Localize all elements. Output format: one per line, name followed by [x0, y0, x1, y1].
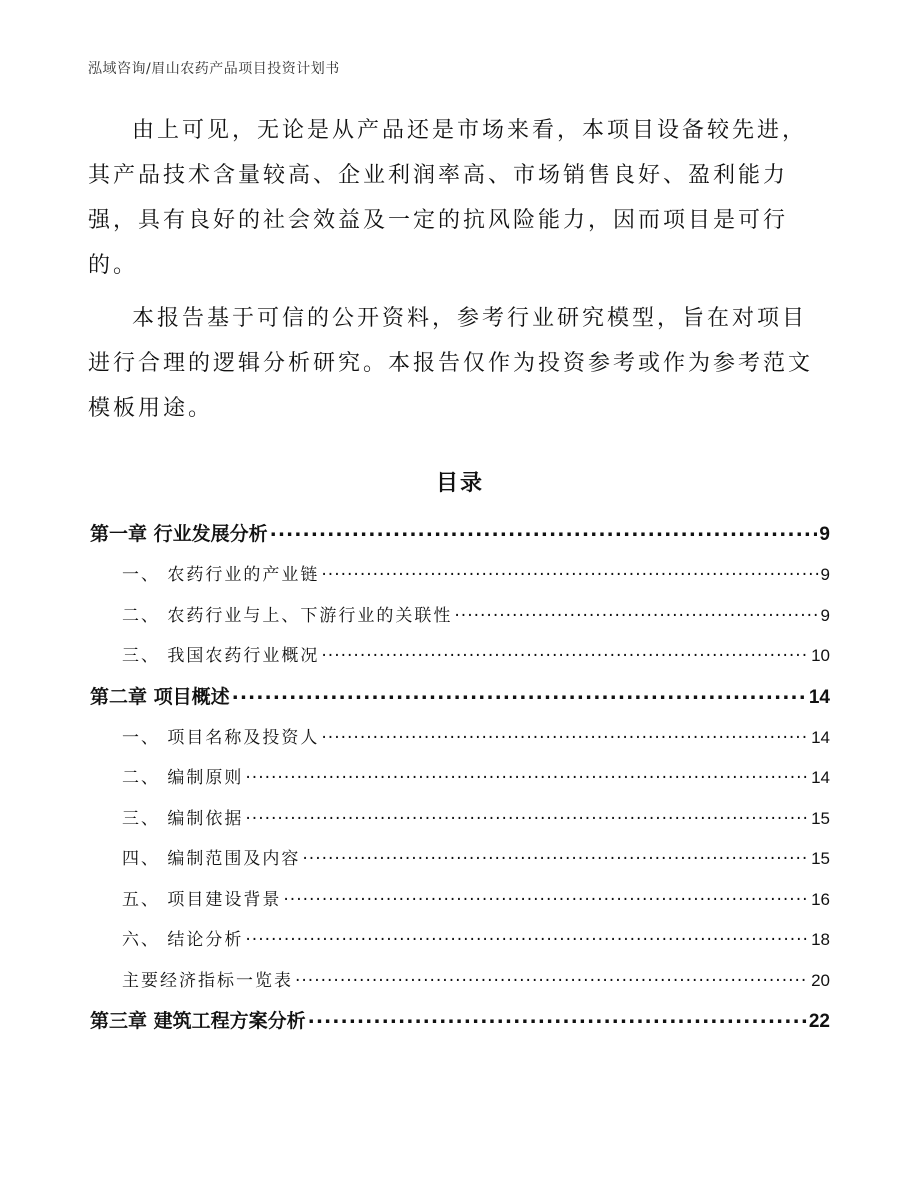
- toc-entry[interactable]: [90, 602, 830, 626]
- toc-page-number: 14: [811, 768, 830, 787]
- toc-leader-dots: [245, 925, 809, 945]
- toc-entry[interactable]: [90, 845, 830, 869]
- toc-page-number: 22: [808, 1011, 830, 1032]
- toc-page-number: 10: [811, 646, 830, 665]
- toc-leader-dots: [321, 723, 809, 743]
- toc-leader-dots: [295, 966, 809, 986]
- toc-leader-dots: [302, 844, 809, 864]
- toc-entry[interactable]: [90, 886, 830, 910]
- toc-page-number: 9: [819, 524, 830, 545]
- toc-entry[interactable]: [90, 764, 830, 788]
- toc-chapter-label: 第一章 行业发展分析: [90, 523, 268, 545]
- toc-chapter-label: 第二章 项目概述: [90, 685, 230, 708]
- paragraph-disclaimer: 本报告基于可信的公开资料，参考行业研究模型，旨在对项目进行合理的逻辑分析研究。本报告仅作为投资参考或作为参考范文模板用途。: [88, 306, 814, 421]
- toc-entry-label: 一、 农药行业的产业链: [122, 565, 320, 585]
- toc-chapter-label: 第三章 建筑工程方案分析: [90, 1010, 306, 1032]
- toc-page-number: 9: [820, 605, 830, 625]
- toc-page-number: 9: [820, 565, 830, 584]
- toc-entry-label: 主要经济指标一览表: [122, 970, 293, 991]
- toc-page-number: 18: [811, 930, 830, 949]
- toc-leader-dots: [245, 763, 809, 783]
- toc-title: 目录: [435, 471, 484, 496]
- toc-entry-label: 六、 结论分析: [122, 930, 244, 950]
- toc-chapter-2[interactable]: [90, 683, 830, 709]
- toc-entry[interactable]: [90, 642, 830, 666]
- toc-page-number: 14: [811, 727, 830, 747]
- toc-leader-dots: [321, 641, 809, 661]
- toc-page-number: 20: [811, 970, 830, 990]
- toc-entry[interactable]: [90, 561, 830, 585]
- toc-entry-label: 二、 农药行业与上、下游行业的关联性: [122, 605, 453, 626]
- toc-leader-dots: [308, 1006, 807, 1028]
- toc-leader-dots: [321, 560, 818, 580]
- toc-entry-label: 一、 项目名称及投资人: [122, 727, 320, 748]
- toc-page-number: 16: [811, 889, 830, 909]
- toc-entry-label: 二、 编制原则: [122, 768, 244, 788]
- toc-leader-dots: [270, 519, 818, 541]
- toc-entry-label: 三、 我国农药行业概况: [122, 646, 320, 666]
- toc-entry[interactable]: [90, 926, 830, 950]
- toc-page-number: 15: [811, 808, 830, 828]
- toc-entry[interactable]: [90, 967, 830, 991]
- toc-chapter-1[interactable]: [90, 520, 830, 546]
- toc-entry[interactable]: [90, 724, 830, 748]
- table-of-contents: [90, 520, 830, 1048]
- toc-page-number: 15: [811, 849, 830, 868]
- toc-leader-dots: [245, 804, 809, 824]
- body-text: [88, 108, 828, 439]
- toc-entry-label: 三、 编制依据: [122, 808, 244, 829]
- toc-entry-label: 四、 编制范围及内容: [122, 849, 301, 869]
- toc-entry-label: 五、 项目建设背景: [122, 889, 282, 910]
- toc-leader-dots: [283, 885, 809, 905]
- toc-entry[interactable]: [90, 805, 830, 829]
- toc-leader-dots: [232, 682, 807, 704]
- paragraph-conclusion: 由上可见，无论是从产品还是市场来看，本项目设备较先进，其产品技术含量较高、企业利润率高、市场销售良好、盈利能力强，具有良好的社会效益及一定的抗风险能力，因而项目是可行的。: [88, 118, 808, 278]
- toc-chapter-3[interactable]: [90, 1007, 830, 1033]
- toc-leader-dots: [454, 601, 818, 621]
- document-header: 泓域咨询/眉山农药产品项目投资计划书: [88, 61, 340, 77]
- toc-page-number: 14: [808, 686, 830, 708]
